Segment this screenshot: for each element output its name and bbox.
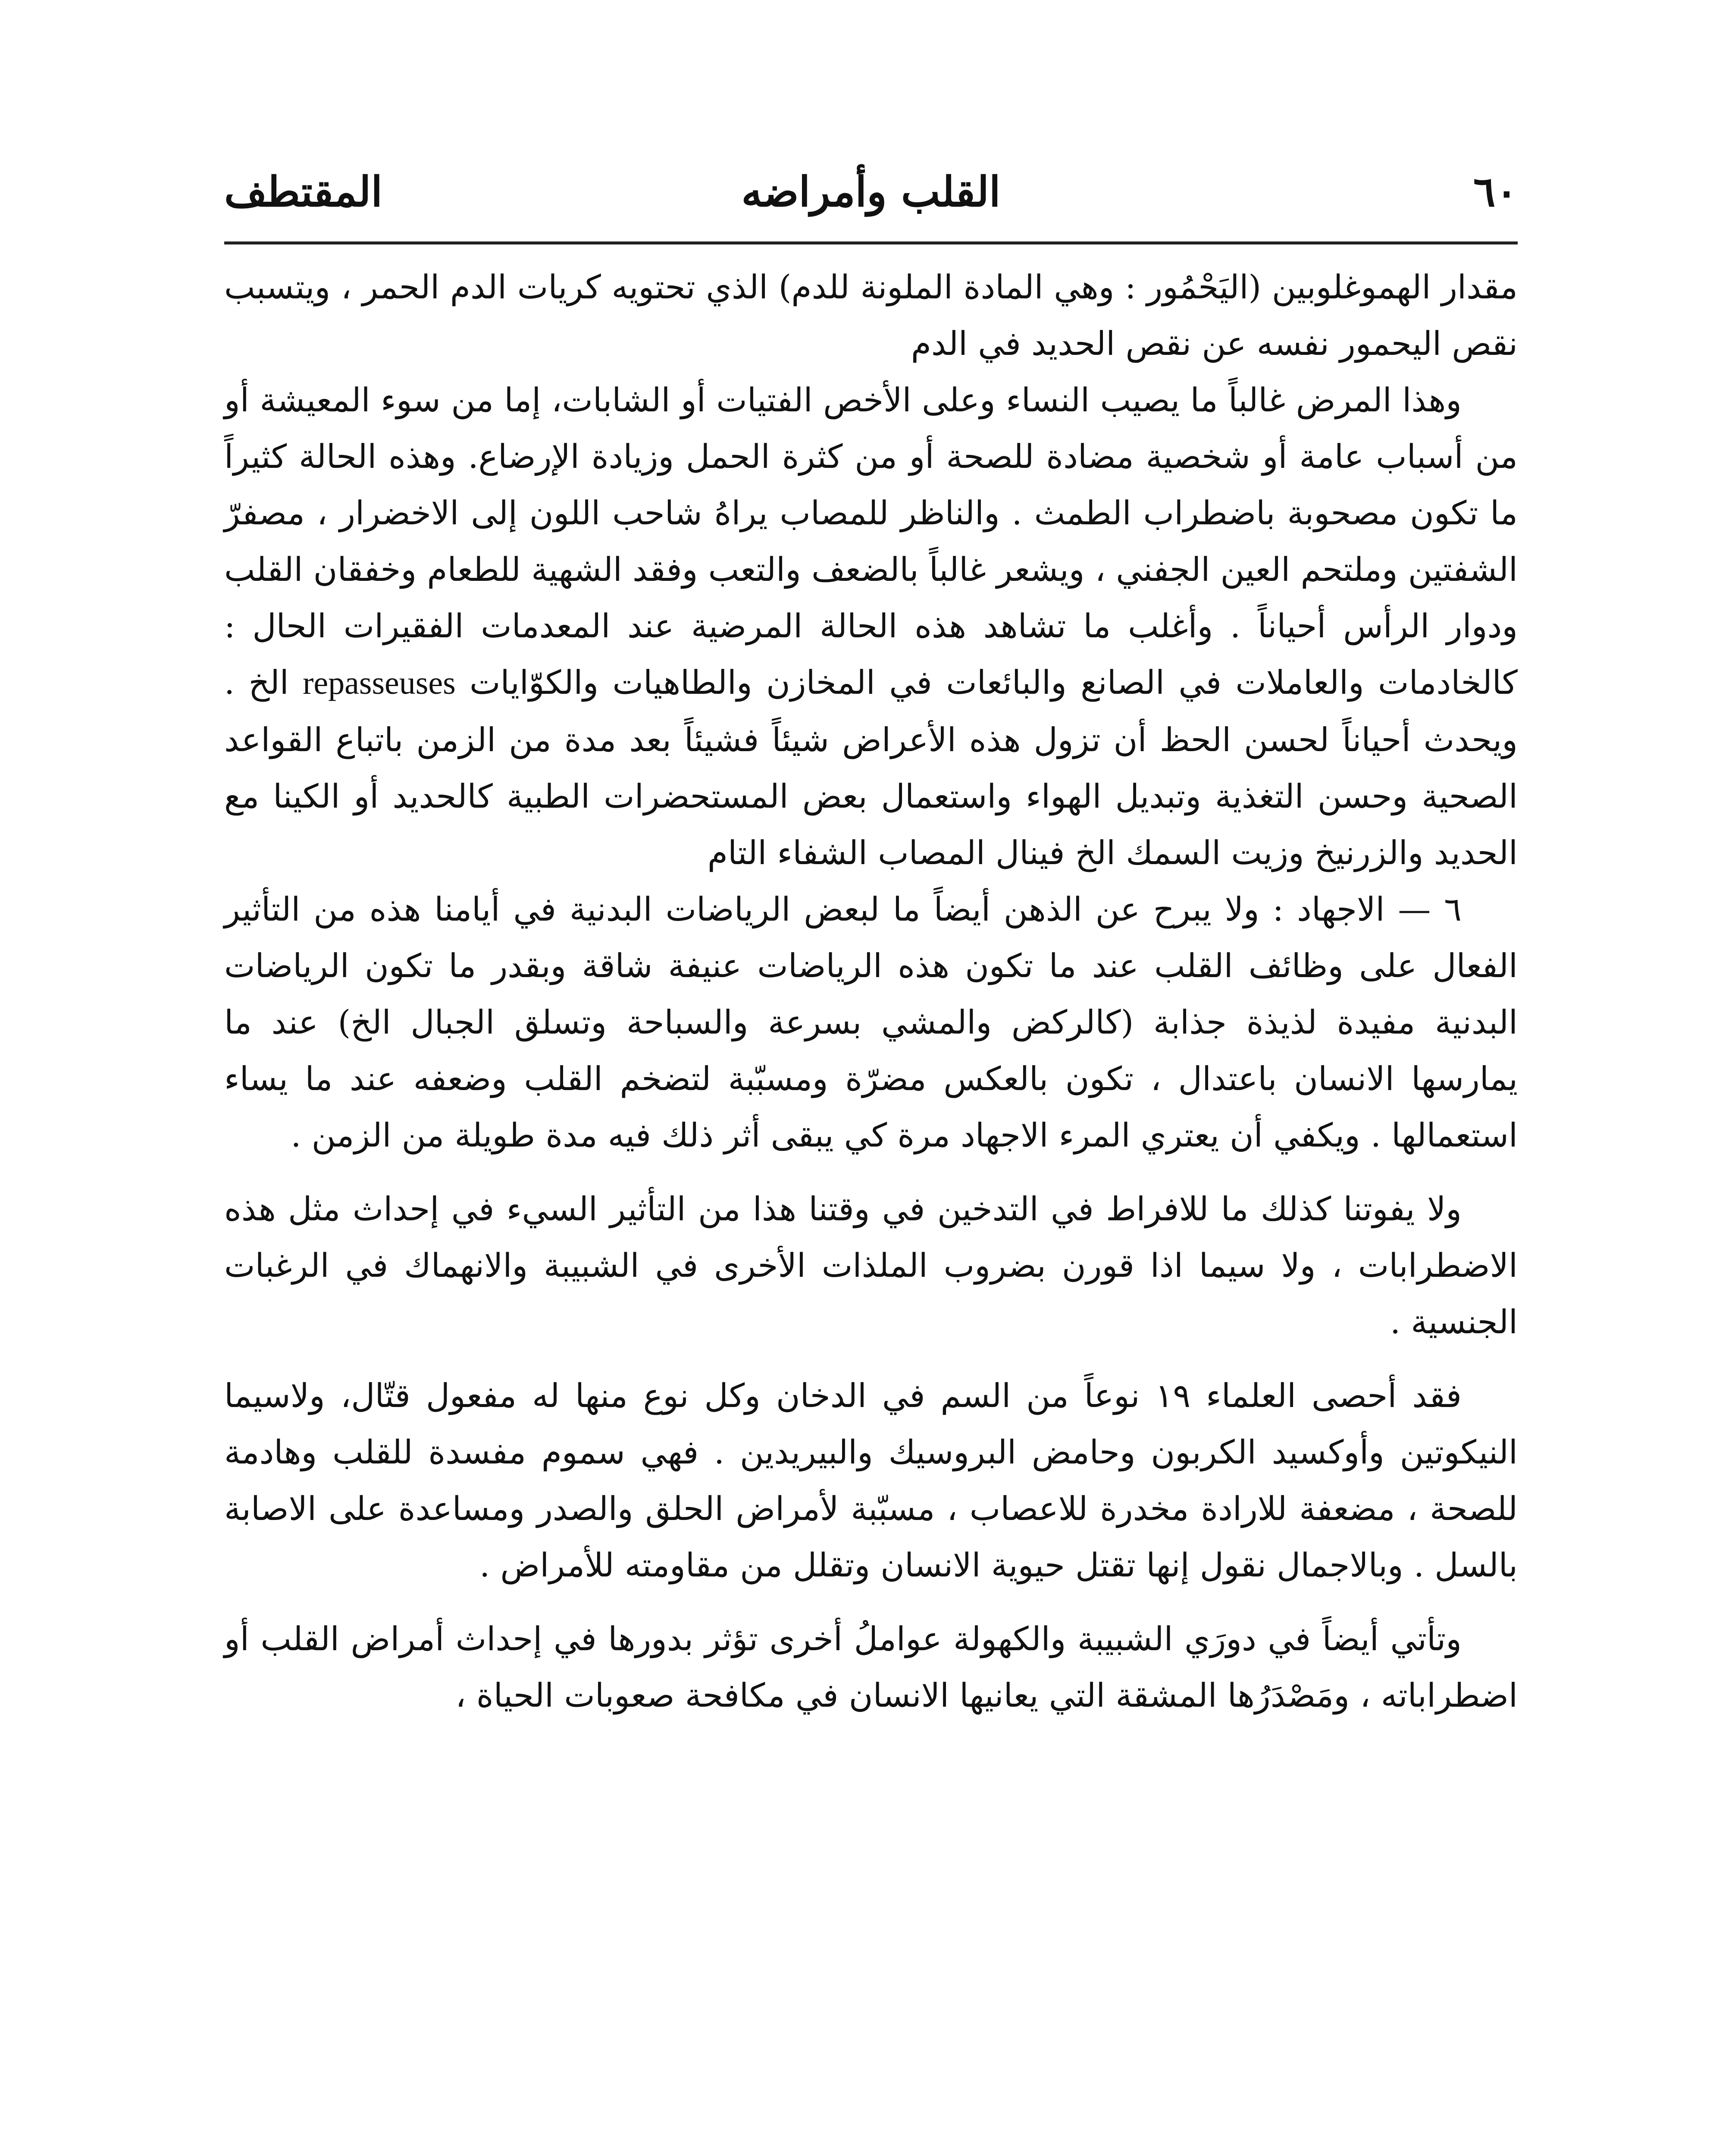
- page-number: ٦٠: [1473, 167, 1518, 216]
- paragraph-5: فقد أحصى العلماء ١٩ نوعاً من السم في الدخان وكل نوع منها له مفعول قتّال، ولاسيما النيكوتين وأوكسيد الكربون وحامض البروسيك والبيريدين . فهي سموم مفسدة للقلب وهادمة للصحة ، مضعفة للارادة مخدرة للاعصاب ، مسبّبة لأمراض الحلق والصدر ومساعدة على الاصابة بالسل . وبالاجمال نقول إنها تقتل حيوية الانسان وتقلل من مقاومته للأمراض .: [224, 1376, 1518, 1584]
- foreign-term: repasseuses: [303, 665, 456, 701]
- journal-name: المقتطف: [224, 167, 383, 216]
- paragraph-2-text: وهذا المرض غالباً ما يصيب النساء وعلى الأخص الفتيات أو الشابات، إما من سوء المعيشة أو من أسباب عامة أو شخصية مضادة للصحة أو من كثرة الحمل وزيادة الإرضاع. وهذه الحالة كثيراً ما تكون مصحوبة باضطراب الطمث . والناظر للمصاب يراهُ شاحب اللون إلى الاخضرار ، مصفرّ الشفتين وملتحم العين الجفني ، ويشعر غالباً بالضعف والتعب وفقد الشهية للطعام وخفقان القلب ودوار الرأس أحياناً . وأغلب ما تشاهد هذه الحالة المرضية عند المعدمات الفقيرات الحال : كالخادمات والعاملات في الصانع والبائعات في المخازن والطاهيات والكوّايات: [224, 381, 1518, 702]
- paragraph-2-continuation: الخ . ويحدث أحياناً لحسن الحظ أن تزول هذه الأعراض شيئاً فشيئاً بعد مدة من الزمن باتباع القواعد الصحية وحسن التغذية وتبديل الهواء واستعمال بعض المستحضرات الطبية كالحديد أو الكينا مع الحديد والزرنيخ وزيت السمك الخ فينال المصاب الشفاء التام: [224, 663, 1518, 872]
- paragraph-4: ولا يفوتنا كذلك ما للافراط في التدخين في وقتنا هذا من التأثير السيء في إحداث مثل هذه الاضطرابات ، ولا سيما اذا قورن بضروب الملذات الأخرى في الشبيبة والانهماك في الرغبات الجنسية .: [224, 1190, 1518, 1341]
- running-title: القلب وأمراضه: [741, 167, 1001, 216]
- paragraph-1: مقدار الهموغلوبين (اليَحْمُور : وهي المادة الملونة للدم) الذي تحتويه كريات الدم الحمر ، ويتسبب نقص اليحمور نفسه عن نقص الحديد في الدم: [224, 268, 1518, 363]
- paragraph-6: وتأتي أيضاً في دورَي الشبيبة والكهولة عواملُ أخرى تؤثر بدورها في إحداث أمراض القلب أو اضطراباته ، ومَصْدَرُها المشقة التي يعانيها الانسان في مكافحة صعوبات الحياة ،: [224, 1620, 1518, 1714]
- running-header: [224, 155, 1518, 229]
- header-divider: [224, 241, 1518, 244]
- paragraph-2: [224, 372, 1518, 881]
- paragraph-3: ٦ — الاجهاد : ولا يبرح عن الذهن أيضاً ما لبعض الرياضات البدنية في أيامنا هذه من التأثير الفعال على وظائف القلب عند ما تكون هذه الرياضات عنيفة شاقة وبقدر ما تكون الرياضات البدنية مفيدة لذيذة جذابة (كالركض والمشي بسرعة والسباحة وتسلق الجبال الخ) عند ما يمارسها الانسان باعتدال ، تكون بالعكس مضرّة ومسبّبة لتضخم القلب وضعفه عند ما يساء استعمالها . ويكفي أن يعتري المرء الاجهاد مرة كي يبقى أثر ذلك فيه مدة طويلة من الزمن .: [224, 890, 1518, 1154]
- article-body: [224, 259, 1518, 1724]
